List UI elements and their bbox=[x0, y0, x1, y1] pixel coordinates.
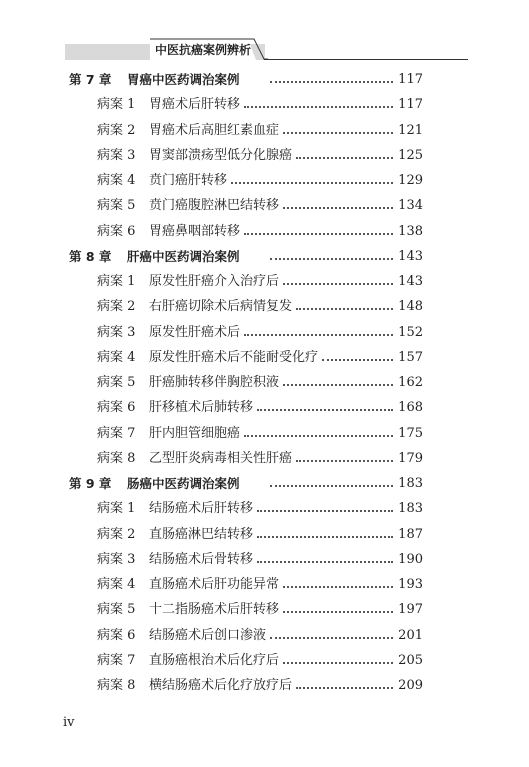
case-number: 病案 6 bbox=[97, 223, 136, 239]
toc-chapter-row[interactable] bbox=[0, 471, 529, 496]
case-title: 直肠癌根治术后化疗后 bbox=[149, 652, 280, 668]
page-ref: 129 bbox=[398, 173, 423, 188]
page-ref: 168 bbox=[398, 400, 423, 416]
toc-case-row[interactable] bbox=[0, 168, 529, 193]
case-number: 病案 3 bbox=[97, 324, 136, 340]
page-ref: 209 bbox=[398, 678, 423, 693]
chapter-number: 第 7 章 bbox=[69, 72, 112, 87]
page-ref: 175 bbox=[398, 425, 423, 441]
chapter-number: 第 9 章 bbox=[69, 476, 112, 491]
dot-leader bbox=[257, 510, 393, 512]
case-title: 胃癌术后肝转移 bbox=[149, 97, 241, 113]
case-title: 结肠癌术后肝转移 bbox=[149, 501, 254, 517]
page-ref: 190 bbox=[398, 551, 423, 567]
case-number: 病案 7 bbox=[97, 652, 136, 668]
toc-case-row[interactable] bbox=[0, 547, 529, 572]
dot-leader bbox=[244, 334, 393, 336]
toc-case-row[interactable] bbox=[0, 597, 529, 622]
toc-case-row[interactable] bbox=[0, 522, 529, 547]
case-title: 直肠癌术后肝功能异常 bbox=[149, 577, 280, 592]
toc-case-row[interactable] bbox=[0, 320, 529, 345]
page-ref: 201 bbox=[398, 627, 423, 643]
case-title: 贲门癌肝转移 bbox=[149, 173, 228, 188]
dot-leader bbox=[244, 233, 393, 235]
dot-leader bbox=[257, 409, 393, 411]
dot-leader bbox=[244, 435, 393, 437]
page-ref: 117 bbox=[398, 72, 423, 87]
dot-leader bbox=[296, 157, 393, 159]
dot-leader bbox=[283, 611, 393, 613]
case-title: 肝移植术后肺转移 bbox=[149, 400, 254, 416]
dot-leader bbox=[296, 687, 393, 689]
page-ref: 179 bbox=[398, 450, 423, 466]
dot-leader bbox=[270, 258, 393, 260]
toc-case-row[interactable] bbox=[0, 496, 529, 521]
case-title: 原发性肝癌术后不能耐受化疗 bbox=[149, 349, 319, 365]
case-number: 病案 5 bbox=[97, 375, 136, 390]
toc-case-row[interactable] bbox=[0, 395, 529, 420]
dot-leader bbox=[296, 460, 393, 462]
dot-leader bbox=[283, 662, 393, 664]
case-title: 原发性肝癌术后 bbox=[149, 324, 241, 340]
case-number: 病案 4 bbox=[97, 173, 136, 188]
case-title: 肝癌肺转移伴胸腔积液 bbox=[149, 375, 280, 390]
toc-case-row[interactable] bbox=[0, 219, 529, 244]
case-number: 病案 5 bbox=[97, 602, 136, 618]
toc-case-row[interactable] bbox=[0, 92, 529, 117]
dot-leader bbox=[270, 485, 393, 487]
toc-case-row[interactable] bbox=[0, 673, 529, 698]
dot-leader bbox=[283, 384, 393, 386]
toc-case-row[interactable] bbox=[0, 294, 529, 319]
page-ref: 134 bbox=[398, 198, 423, 214]
dot-leader bbox=[322, 359, 393, 361]
case-number: 病案 1 bbox=[97, 501, 136, 517]
dot-leader bbox=[270, 81, 393, 83]
dot-leader bbox=[283, 283, 393, 285]
header-rule bbox=[264, 59, 468, 60]
page-ref: 143 bbox=[398, 248, 423, 264]
case-title: 胃癌术后高胆红素血症 bbox=[149, 122, 280, 138]
toc-case-row[interactable] bbox=[0, 648, 529, 673]
dot-leader bbox=[257, 561, 393, 563]
dot-leader bbox=[244, 106, 393, 108]
toc-case-row[interactable] bbox=[0, 370, 529, 395]
case-title: 肝内胆管细胞癌 bbox=[149, 425, 241, 441]
case-number: 病案 2 bbox=[97, 299, 136, 315]
page-ref: 148 bbox=[398, 299, 423, 315]
toc-case-row[interactable] bbox=[0, 446, 529, 471]
toc-chapter-row[interactable] bbox=[0, 67, 529, 92]
case-number: 病案 5 bbox=[97, 198, 136, 214]
toc-case-row[interactable] bbox=[0, 143, 529, 168]
toc-case-row[interactable] bbox=[0, 269, 529, 294]
toc-case-row[interactable] bbox=[0, 623, 529, 648]
page-ref: 143 bbox=[398, 274, 423, 289]
chapter-number: 第 8 章 bbox=[69, 248, 112, 264]
chapter-title: 胃癌中医药调治案例 bbox=[127, 72, 240, 87]
page-ref: 205 bbox=[398, 652, 423, 668]
case-number: 病案 3 bbox=[97, 147, 136, 163]
toc-case-row[interactable] bbox=[0, 118, 529, 143]
page-ref: 125 bbox=[398, 147, 423, 163]
chapter-title: 肠癌中医药调治案例 bbox=[127, 476, 240, 491]
page-ref: 121 bbox=[398, 122, 423, 138]
case-number: 病案 1 bbox=[97, 274, 136, 289]
case-title: 胃窦部溃疡型低分化腺癌 bbox=[149, 147, 293, 163]
page-ref: 117 bbox=[398, 97, 423, 113]
case-number: 病案 8 bbox=[97, 678, 136, 693]
dot-leader bbox=[283, 207, 393, 209]
dot-leader bbox=[283, 132, 393, 134]
case-title: 结肠癌术后骨转移 bbox=[149, 551, 254, 567]
case-title: 直肠癌淋巴结转移 bbox=[149, 526, 254, 542]
case-number: 病案 6 bbox=[97, 627, 136, 643]
toc-case-row[interactable] bbox=[0, 193, 529, 218]
case-number: 病案 4 bbox=[97, 577, 136, 592]
page-ref: 138 bbox=[398, 223, 423, 239]
case-title: 右肝癌切除术后病情复发 bbox=[149, 299, 293, 315]
case-title: 结肠癌术后创口渗液 bbox=[149, 627, 267, 643]
page-ref: 152 bbox=[398, 324, 423, 340]
dot-leader bbox=[283, 586, 393, 588]
page-ref: 183 bbox=[398, 476, 423, 491]
page-ref: 183 bbox=[398, 501, 423, 517]
toc-case-row[interactable] bbox=[0, 421, 529, 446]
case-number: 病案 8 bbox=[97, 450, 136, 466]
dot-leader bbox=[231, 182, 393, 184]
case-title: 胃癌鼻咽部转移 bbox=[149, 223, 241, 239]
case-number: 病案 3 bbox=[97, 551, 136, 567]
case-title: 原发性肝癌介入治疗后 bbox=[149, 274, 280, 289]
page-ref: 197 bbox=[398, 602, 423, 618]
page-number: iv bbox=[63, 715, 75, 730]
chapter-title: 肝癌中医药调治案例 bbox=[127, 248, 240, 264]
case-title: 横结肠癌术后化疗放疗后 bbox=[149, 678, 293, 693]
case-title: 贲门癌腹腔淋巴结转移 bbox=[149, 198, 280, 214]
toc-case-row[interactable] bbox=[0, 572, 529, 597]
toc-case-row[interactable] bbox=[0, 345, 529, 370]
case-number: 病案 4 bbox=[97, 349, 136, 365]
dot-leader bbox=[257, 536, 393, 538]
dot-leader bbox=[270, 637, 393, 639]
page-ref: 162 bbox=[398, 375, 423, 390]
case-number: 病案 7 bbox=[97, 425, 136, 441]
running-header-title: 中医抗癌案例辨析 bbox=[155, 43, 252, 57]
toc-chapter-row[interactable] bbox=[0, 244, 529, 269]
case-number: 病案 2 bbox=[97, 526, 136, 542]
case-title: 乙型肝炎病毒相关性肝癌 bbox=[149, 450, 293, 466]
table-of-contents bbox=[0, 67, 529, 698]
case-number: 病案 2 bbox=[97, 122, 136, 138]
page-ref: 193 bbox=[398, 577, 423, 592]
case-number: 病案 6 bbox=[97, 400, 136, 416]
page-ref: 157 bbox=[398, 349, 423, 365]
case-title: 十二指肠癌术后肝转移 bbox=[149, 602, 280, 618]
case-number: 病案 1 bbox=[97, 97, 136, 113]
dot-leader bbox=[296, 308, 393, 310]
page-ref: 187 bbox=[398, 526, 423, 542]
